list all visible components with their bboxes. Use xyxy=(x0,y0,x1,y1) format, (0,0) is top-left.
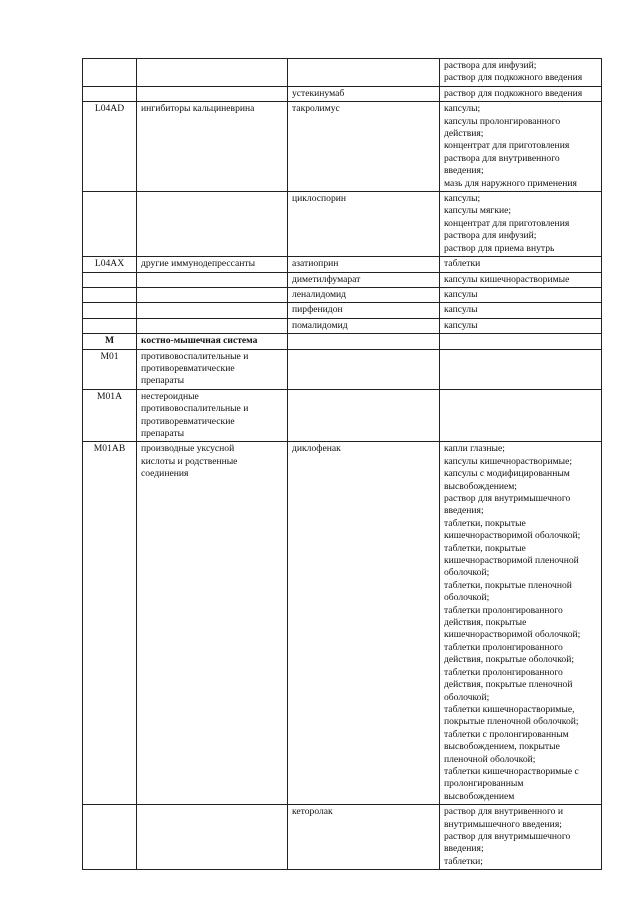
atc-code-cell: M01A xyxy=(83,389,137,442)
table-row xyxy=(83,389,602,442)
table-row xyxy=(83,102,602,192)
dosage-form-line: раствора для инфузий; xyxy=(444,60,537,71)
dosage-form-line: пролонгированным xyxy=(444,778,524,790)
group-cell xyxy=(137,59,288,87)
group-line: нестероидные xyxy=(141,390,199,402)
dosage-form-line: таблетки пролонгированного xyxy=(444,604,563,616)
dosage-form-line: таблетки xyxy=(444,258,481,270)
dosage-form-line: кишечнорастворимой оболочкой; xyxy=(444,530,581,542)
drug-name-cell xyxy=(288,349,440,389)
atc-code-cell xyxy=(83,192,137,257)
group-line: противовоспалительные и xyxy=(141,403,249,415)
table-row xyxy=(83,303,602,318)
dosage-form-line: раствора для инфузий; xyxy=(444,230,537,242)
dosage-form-line: раствор для внутримышечного xyxy=(444,493,571,504)
dosage-form-line: мазь для наружного применения xyxy=(444,177,577,189)
table-row xyxy=(83,442,602,805)
group-cell xyxy=(137,805,288,870)
dosage-forms-cell xyxy=(440,192,602,257)
drug-name-cell: циклоспорин xyxy=(288,192,440,257)
drug-name-cell: пирфенидон xyxy=(288,303,440,318)
dosage-form-line: капли глазные; xyxy=(444,443,505,455)
dosage-form-line: капсулы пролонгированного xyxy=(444,115,561,127)
atc-code-cell xyxy=(83,318,137,333)
drug-name-cell: устекинумаб xyxy=(288,86,440,101)
dosage-form-line: капсулы xyxy=(444,288,478,300)
group-cell xyxy=(137,389,288,442)
atc-code-cell: M01AB xyxy=(83,442,137,805)
group-cell xyxy=(137,257,288,272)
drug-name-cell: кеторолак xyxy=(288,805,440,870)
dosage-form-line: оболочкой; xyxy=(444,691,490,703)
group-line: другие иммунодепрессанты xyxy=(141,258,256,270)
dosage-form-line: раствор для внутримышечного xyxy=(444,830,571,842)
drug-table xyxy=(82,58,602,870)
drug-table-body xyxy=(83,59,602,870)
dosage-forms-cell xyxy=(440,318,602,333)
table-row xyxy=(83,86,602,101)
section-row xyxy=(83,334,602,349)
dosage-form-line: действия; xyxy=(444,128,484,140)
atc-code-cell xyxy=(83,86,137,101)
dosage-form-line: раствор для подкожного введения xyxy=(444,87,583,99)
dosage-forms-cell xyxy=(440,805,602,870)
dosage-form-line: капсулы мягкие; xyxy=(444,205,512,217)
group-line: препараты xyxy=(141,427,185,439)
drug-name-cell: такролимус xyxy=(288,102,440,192)
dosage-form-line: пленочной оболочкой; xyxy=(444,753,536,765)
dosage-form-line: действия, покрытые оболочкой; xyxy=(444,654,575,666)
atc-code-cell: L04AX xyxy=(83,257,137,272)
dosage-form-line: внутримышечного введения; xyxy=(444,818,562,830)
table-row xyxy=(83,805,602,870)
dosage-forms-cell xyxy=(440,442,602,805)
group-cell xyxy=(137,349,288,389)
drug-name-cell xyxy=(288,59,440,87)
group-line: соединения xyxy=(141,468,189,480)
dosage-forms-cell xyxy=(440,59,602,87)
document-page xyxy=(82,58,602,870)
dosage-form-line: введения; xyxy=(444,505,484,517)
dosage-forms-cell xyxy=(440,257,602,272)
dosage-form-line: введения; xyxy=(444,843,484,855)
dosage-forms-cell xyxy=(440,389,602,442)
dosage-form-line: раствор для приема внутрь xyxy=(444,242,555,254)
atc-code-cell: M xyxy=(83,334,137,349)
dosage-form-line: таблетки; xyxy=(444,855,483,867)
dosage-form-line: раствор для подкожного введения xyxy=(444,72,583,84)
dosage-form-line: капсулы с модифицированным xyxy=(444,468,570,480)
group-line: противоревматические xyxy=(141,415,235,427)
dosage-form-line: оболочкой; xyxy=(444,567,490,579)
group-cell xyxy=(137,272,288,287)
dosage-form-line: раствора для внутривенного xyxy=(444,152,560,164)
drug-name-cell: диметилфумарат xyxy=(288,272,440,287)
dosage-form-line: таблетки, покрытые xyxy=(444,517,526,529)
dosage-form-line: раствор для внутривенного и xyxy=(444,806,563,818)
dosage-form-line: капсулы xyxy=(444,304,478,316)
dosage-forms-cell xyxy=(440,334,602,349)
dosage-form-line: кишечнорастворимой пленочной xyxy=(444,555,579,567)
group-line: костно-мышечная система xyxy=(141,335,258,347)
group-line: производные уксусной xyxy=(141,443,235,455)
dosage-form-line: действия, покрытые xyxy=(444,617,527,629)
group-cell xyxy=(137,102,288,192)
table-row xyxy=(83,257,602,272)
atc-code-cell xyxy=(83,303,137,318)
table-row xyxy=(83,349,602,389)
dosage-forms-cell xyxy=(440,349,602,389)
dosage-form-line: капсулы; xyxy=(444,193,481,205)
atc-code-cell xyxy=(83,805,137,870)
dosage-form-line: высвобождением xyxy=(444,790,515,802)
dosage-form-line: концентрат для приготовления xyxy=(444,140,570,152)
group-line: препараты xyxy=(141,375,185,387)
group-line: противоревматические xyxy=(141,362,235,374)
dosage-form-line: таблетки пролонгированного xyxy=(444,641,563,653)
dosage-form-line: таблетки с пролонгированным xyxy=(444,728,569,740)
dosage-form-line: высвобождением; xyxy=(444,480,517,492)
group-cell xyxy=(137,318,288,333)
group-line: противовоспалительные и xyxy=(141,350,249,362)
dosage-form-line: кишечнорастворимой оболочкой; xyxy=(444,629,581,641)
atc-code-cell xyxy=(83,272,137,287)
atc-code-cell xyxy=(83,59,137,87)
dosage-form-line: таблетки кишечнорастворимые, xyxy=(444,703,575,715)
drug-name-cell: диклофенак xyxy=(288,442,440,805)
dosage-form-line: таблетки, покрытые xyxy=(444,542,526,554)
dosage-form-line: капсулы кишечнорастворимые; xyxy=(444,455,573,467)
drug-name-cell: помалидомид xyxy=(288,318,440,333)
dosage-form-line: таблетки пролонгированного xyxy=(444,666,563,678)
group-cell xyxy=(137,86,288,101)
table-row xyxy=(83,59,602,87)
table-row xyxy=(83,192,602,257)
group-cell xyxy=(137,287,288,302)
dosage-forms-cell xyxy=(440,287,602,302)
dosage-form-line: действия, покрытые пленочной xyxy=(444,679,573,691)
table-row xyxy=(83,272,602,287)
dosage-form-line: оболочкой; xyxy=(444,592,490,604)
drug-name-cell xyxy=(288,334,440,349)
dosage-form-line: введения; xyxy=(444,165,484,177)
dosage-form-line: таблетки, покрытые пленочной xyxy=(444,579,572,591)
dosage-forms-cell xyxy=(440,272,602,287)
dosage-form-line: таблетки кишечнорастворимые с xyxy=(444,765,579,777)
group-line: ингибиторы кальциневрина xyxy=(141,103,255,115)
atc-code-cell xyxy=(83,287,137,302)
dosage-forms-cell xyxy=(440,102,602,192)
dosage-form-line: концентрат для приготовления xyxy=(444,217,570,229)
drug-name-cell xyxy=(288,389,440,442)
atc-code-cell: L04AD xyxy=(83,102,137,192)
dosage-form-line: капсулы; xyxy=(444,103,481,115)
group-cell xyxy=(137,192,288,257)
table-row xyxy=(83,318,602,333)
group-cell xyxy=(137,303,288,318)
drug-name-cell: азатиоприн xyxy=(288,257,440,272)
dosage-form-line: покрытые пленочной оболочкой; xyxy=(444,716,579,728)
dosage-form-line: капсулы кишечнорастворимые xyxy=(444,273,570,285)
atc-code-cell: M01 xyxy=(83,349,137,389)
dosage-form-line: высвобождением, покрытые xyxy=(444,741,560,753)
drug-name-cell: леналидомид xyxy=(288,287,440,302)
group-cell xyxy=(137,334,288,349)
dosage-forms-cell xyxy=(440,86,602,101)
dosage-form-line: капсулы xyxy=(444,319,478,331)
group-line: кислоты и родственные xyxy=(141,455,238,467)
table-row xyxy=(83,287,602,302)
group-cell xyxy=(137,442,288,805)
dosage-forms-cell xyxy=(440,303,602,318)
